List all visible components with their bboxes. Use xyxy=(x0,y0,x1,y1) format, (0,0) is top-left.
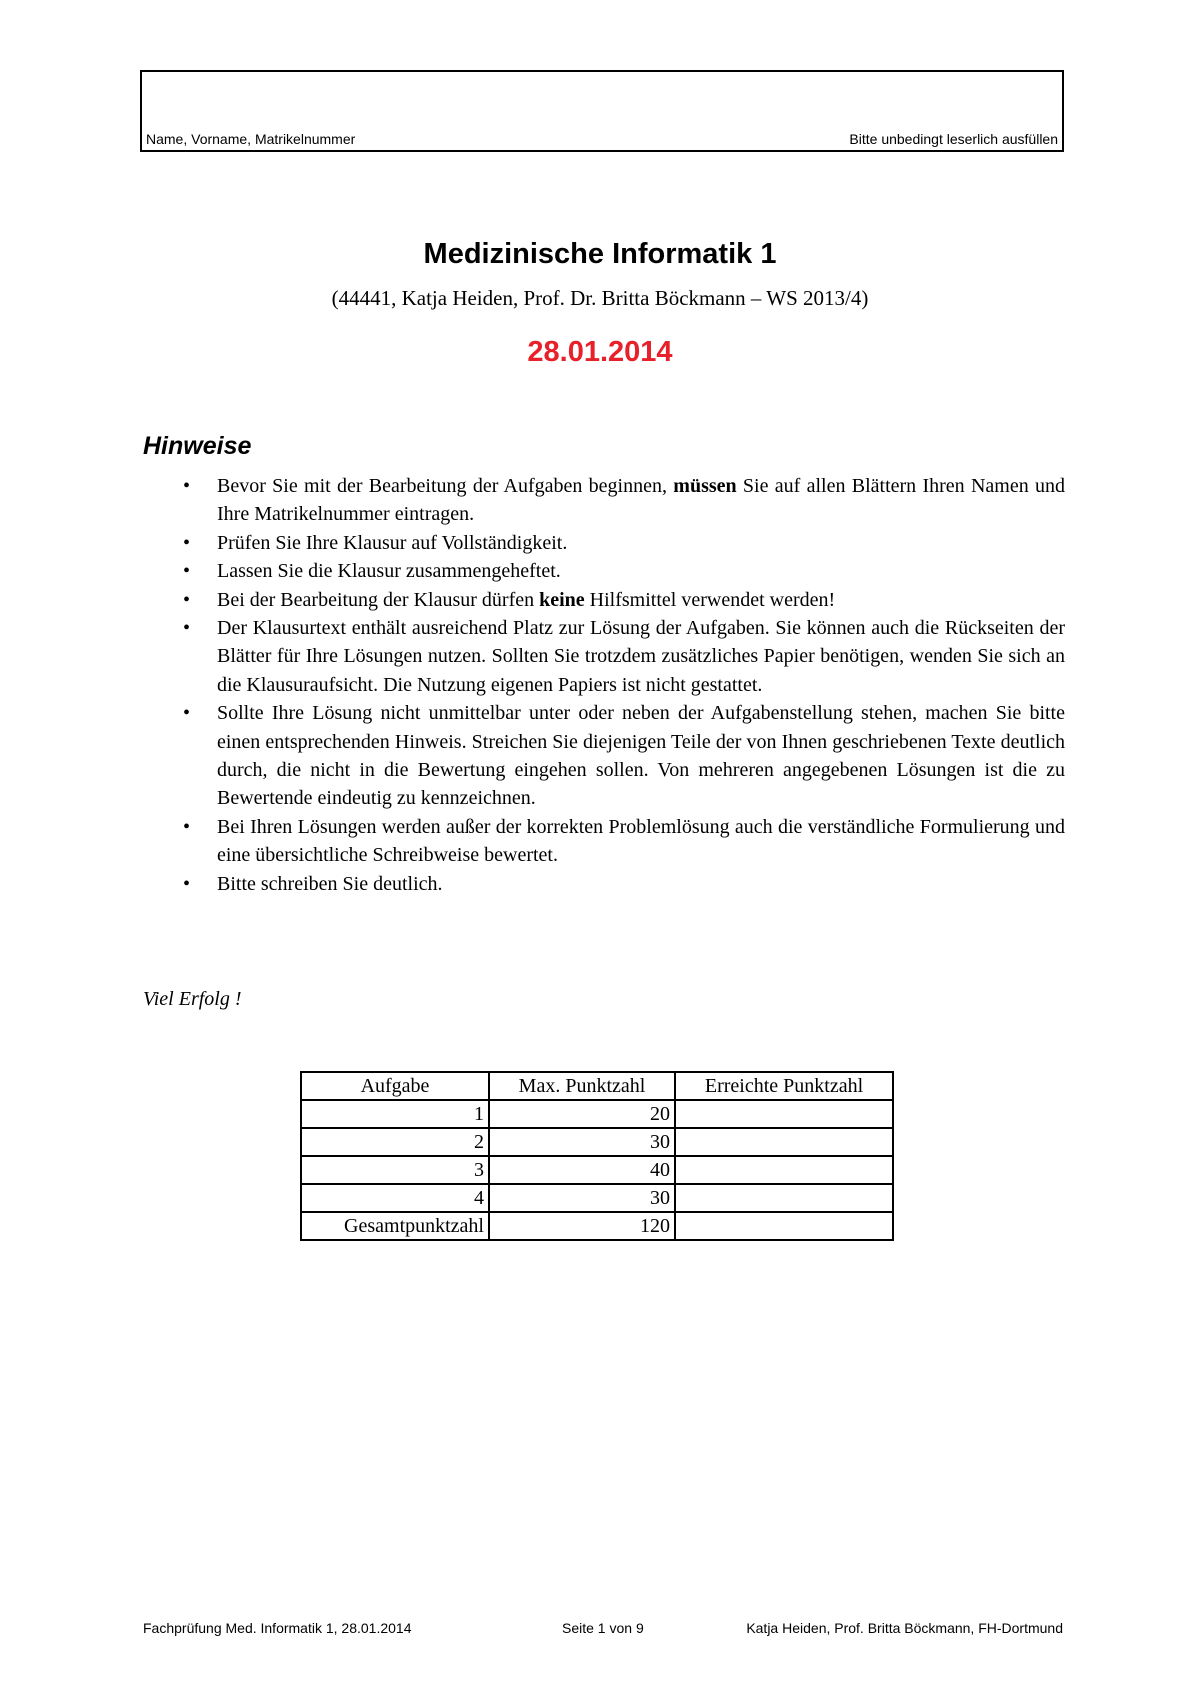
hint-text: Prüfen Sie Ihre Klausur auf Vollständigkeit. xyxy=(217,531,568,554)
cell-erreichte-punktzahl[interactable] xyxy=(675,1184,893,1212)
hint-text: Bitte schreiben Sie deutlich. xyxy=(217,872,443,895)
footer-authors: Katja Heiden, Prof. Britta Böckmann, FH-Dortmund xyxy=(746,1620,1063,1636)
hint-text: Bevor Sie mit der Bearbeitung der Aufgaben beginnen, xyxy=(217,475,674,497)
cell-erreichte-punktzahl[interactable] xyxy=(675,1128,893,1156)
exam-date: 28.01.2014 xyxy=(527,336,673,368)
cell-aufgabe: 1 xyxy=(301,1100,489,1128)
cell-aufgabe: 4 xyxy=(301,1184,489,1212)
hint-item xyxy=(183,529,1065,557)
header-aufgabe: Aufgabe xyxy=(301,1072,489,1100)
hint-item xyxy=(183,699,1065,813)
hint-item xyxy=(183,870,1065,898)
hints-list xyxy=(183,472,1065,898)
cell-max-punktzahl: 20 xyxy=(489,1100,675,1128)
hint-item xyxy=(183,586,1065,614)
name-entry-box[interactable] xyxy=(140,70,1064,152)
header-erreichte-punktzahl: Erreichte Punktzahl xyxy=(675,1072,893,1100)
hint-item xyxy=(183,472,1065,529)
bullet-icon: • xyxy=(183,702,191,725)
name-box-instruction: Bitte unbedingt leserlich ausfüllen xyxy=(849,131,1058,147)
name-box-label: Name, Vorname, Matrikelnummer xyxy=(146,131,356,147)
hint-item xyxy=(183,813,1065,870)
hint-text: Sollte Ihre Lösung nicht unmittelbar unter oder neben der Aufgabenstellung stehen, machen Sie bitte einen entsprechenden Hinweis. Streichen Sie diejenigen Teile der von Ihnen geschriebenen Texte deutlich durch, die nicht in die Bewertung eingehen sollen. Von mehreren angegebenen Lösungen ist die zu Bewertende eindeutig zu kennzeichnen. xyxy=(217,702,1065,810)
table-row-total xyxy=(301,1212,893,1240)
cell-erreichte-punktzahl[interactable] xyxy=(675,1212,893,1240)
bullet-icon: • xyxy=(183,531,191,554)
table-row xyxy=(301,1128,893,1156)
hint-text: Bei Ihren Lösungen werden außer der korrekten Problemlösung auch die verständliche Formulierung und eine übersichtliche Schreibweise bewertet. xyxy=(217,815,1065,867)
bullet-icon: • xyxy=(183,475,191,497)
hint-item xyxy=(183,557,1065,585)
score-table-header-row xyxy=(301,1072,893,1100)
cell-erreichte-punktzahl[interactable] xyxy=(675,1100,893,1128)
exam-subtitle: (44441, Katja Heiden, Prof. Dr. Britta Böckmann – WS 2013/4) xyxy=(331,286,869,310)
hints-heading: Hinweise xyxy=(143,432,252,460)
cell-max-punktzahl: 40 xyxy=(489,1156,675,1184)
closing-text: Viel Erfolg ! xyxy=(143,988,242,1010)
bullet-icon: • xyxy=(183,617,191,640)
cell-max-punktzahl: 30 xyxy=(489,1184,675,1212)
hint-text: Hilfsmittel verwendet werden! xyxy=(584,588,836,611)
hint-text: Bei der Bearbeitung der Klausur dürfen xyxy=(217,588,540,611)
table-row xyxy=(301,1156,893,1184)
footer-exam-info: Fachprüfung Med. Informatik 1, 28.01.2014 xyxy=(143,1620,412,1636)
cell-max-punktzahl: 120 xyxy=(489,1212,675,1240)
cell-aufgabe: 3 xyxy=(301,1156,489,1184)
bullet-icon: • xyxy=(183,560,191,583)
cell-aufgabe: Gesamtpunktzahl xyxy=(301,1212,489,1240)
bullet-icon: • xyxy=(183,815,191,838)
hint-text: Der Klausurtext enthält ausreichend Platz zur Lösung der Aufgaben. Sie können auch die Rückseiten der Blätter für Ihre Lösungen nutzen. Sollten Sie trotzdem zusätzliches Papier benötigen, wenden Sie sich an die Klausuraufsicht. Die Nutzung eigenen Papiers ist nicht gestattet. xyxy=(217,617,1065,696)
header-max-punktzahl: Max. Punktzahl xyxy=(489,1072,675,1100)
bullet-icon: • xyxy=(183,872,191,895)
hint-text: Sie auf allen Blättern Ihren Namen und Ihre Matrikelnummer eintragen. xyxy=(217,475,1065,526)
footer-page-number: Seite 1 von 9 xyxy=(562,1620,644,1636)
table-row xyxy=(301,1184,893,1212)
hint-emphasis: müssen xyxy=(673,475,737,497)
bullet-icon: • xyxy=(183,588,191,611)
cell-max-punktzahl: 30 xyxy=(489,1128,675,1156)
hint-text: Lassen Sie die Klausur zusammengeheftet. xyxy=(217,560,561,583)
cell-erreichte-punktzahl[interactable] xyxy=(675,1156,893,1184)
hint-item xyxy=(183,614,1065,699)
hint-emphasis: keine xyxy=(539,588,585,611)
exam-title: Medizinische Informatik 1 xyxy=(423,238,777,270)
cell-aufgabe: 2 xyxy=(301,1128,489,1156)
score-table xyxy=(300,1071,894,1241)
table-row xyxy=(301,1100,893,1128)
